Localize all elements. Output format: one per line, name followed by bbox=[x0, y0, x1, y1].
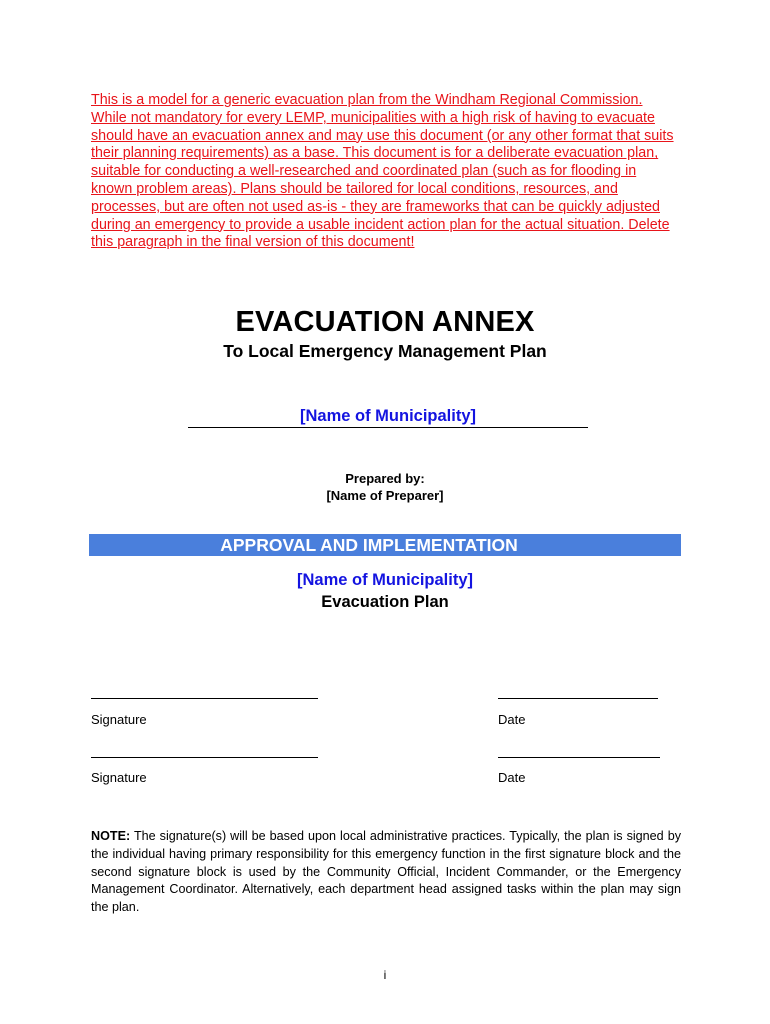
document-subtitle: To Local Emergency Management Plan bbox=[223, 341, 547, 361]
note-label: NOTE: bbox=[91, 829, 131, 843]
document-title: EVACUATION ANNEX bbox=[235, 306, 535, 338]
date-line-1[interactable] bbox=[498, 697, 658, 699]
signature-line-2[interactable] bbox=[91, 756, 318, 758]
date-line-2[interactable] bbox=[498, 756, 660, 758]
prepared-by-block bbox=[0, 470, 770, 504]
prepared-by-label: Prepared by: bbox=[345, 471, 425, 486]
date-label-2: Date bbox=[498, 770, 526, 785]
page-number: i bbox=[383, 968, 387, 982]
signature-note bbox=[91, 828, 681, 917]
note-text: The signature(s) will be based upon local administrative practices. Typically, the plan is signed by the individual having primary responsibility for this emergency function in the first signature block and the second signature block is used by the Community Official, Incident Commander, or the Emergency Management Coordinator. Alternatively, each department head assigned tasks within the plan may sign the plan. bbox=[91, 829, 681, 915]
plan-municipality-name[interactable]: [Name of Municipality] bbox=[296, 571, 473, 589]
preparer-name-field[interactable]: [Name of Preparer] bbox=[326, 488, 444, 503]
municipality-name-field[interactable]: [Name of Municipality] bbox=[188, 405, 588, 428]
section-heading: APPROVAL AND IMPLEMENTATION bbox=[220, 535, 518, 555]
plan-title: Evacuation Plan bbox=[321, 593, 449, 611]
signature-label-1: Signature bbox=[91, 712, 147, 727]
section-heading-banner bbox=[89, 534, 681, 556]
signature-label-2: Signature bbox=[91, 770, 147, 785]
template-instructions-paragraph: This is a model for a generic evacuation plan from the Windham Regional Commission. While not mandatory for every LEMP, municipalities with a high risk of having to evacuate should have an evacuation annex and may use this document (or any other format that suits their planning requirements) as a base. This document is for a deliberate evacuation plan, suitable for conducting a well-researched and coordinated plan (such as for flooding in known problem areas). Plans should be tailored for local conditions, resources, and processes, but are often not used as-is - they are frameworks that can be quickly adjusted during an emergency to provide a usable incident action plan for the actual situation. Delete this paragraph in the final version of this document! bbox=[91, 92, 674, 251]
date-label-1: Date bbox=[498, 712, 526, 727]
signature-line-1[interactable] bbox=[91, 697, 318, 699]
